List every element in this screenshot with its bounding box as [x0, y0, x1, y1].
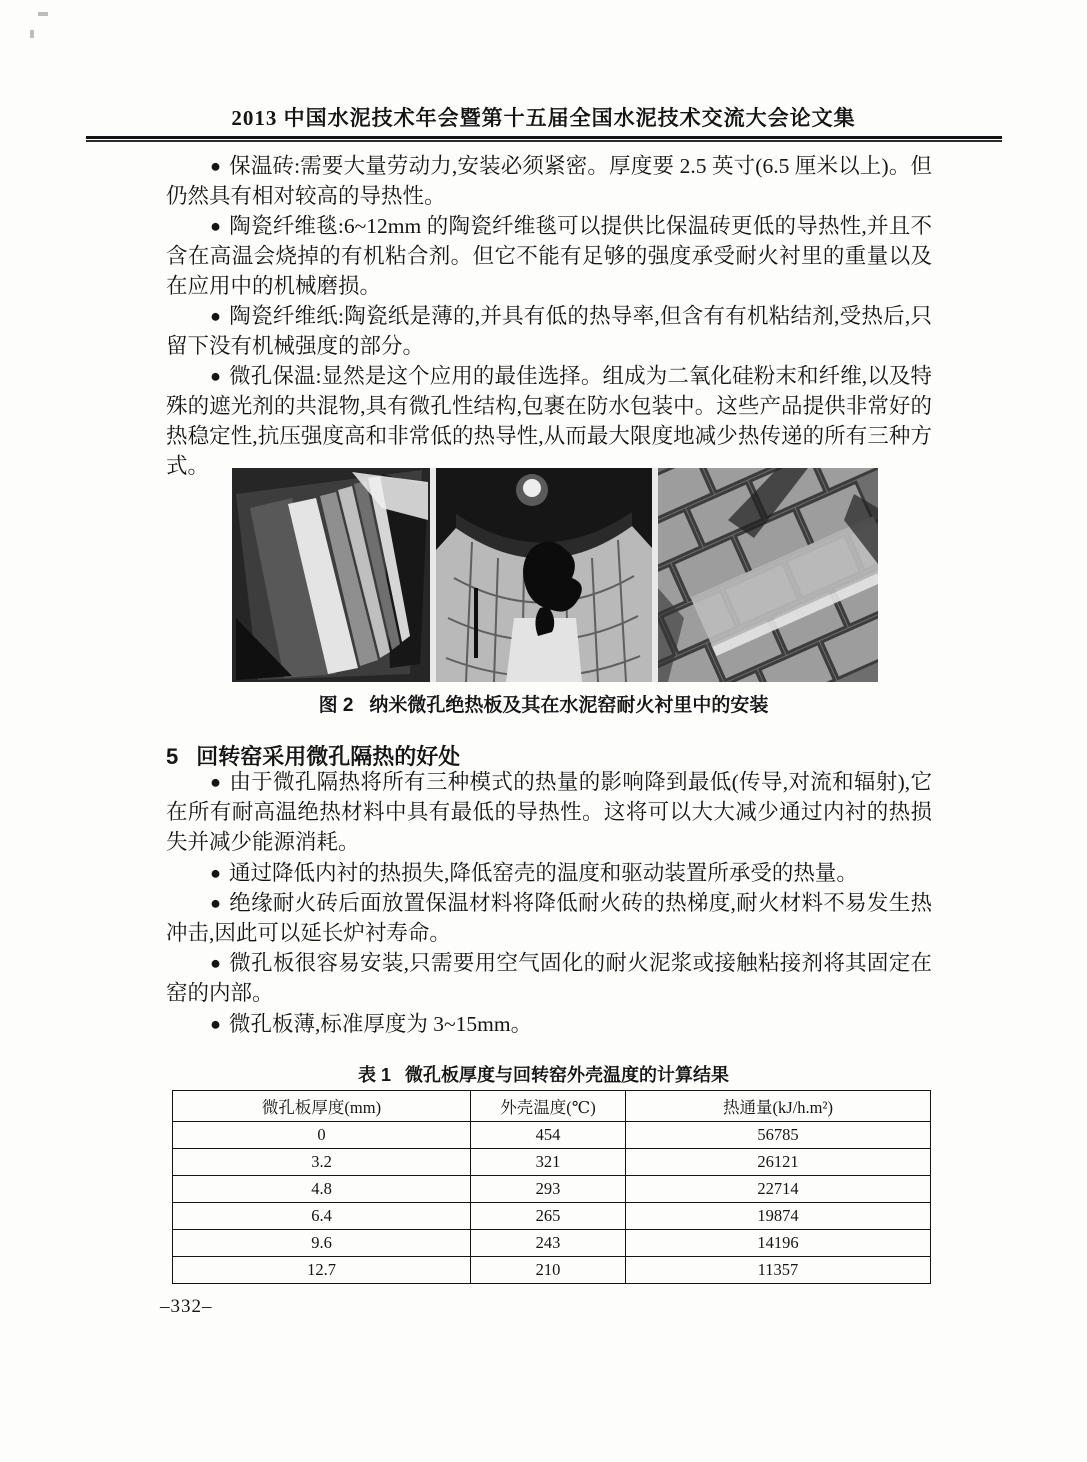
table-1 — [172, 1090, 931, 1284]
paragraph-microporous-insulation — [166, 361, 932, 481]
table-row — [173, 1122, 931, 1149]
cell-temperature: 210 — [471, 1257, 626, 1284]
cell-heat-flux: 26121 — [626, 1149, 931, 1176]
paragraph-text: 绝缘耐火砖后面放置保温材料将降低耐火砖的热梯度,耐火材料不易发生热冲击,因此可以延长炉衬寿命。 — [166, 890, 932, 946]
intro-paragraphs — [166, 151, 932, 481]
scan-speck — [38, 12, 48, 16]
bullet-icon: ● — [209, 862, 222, 883]
bullet-icon: ● — [209, 155, 222, 177]
scan-speck — [30, 30, 34, 38]
photo-kiln-interior-panel-installation — [436, 468, 652, 682]
table-row — [173, 1149, 931, 1176]
bullet-icon: ● — [209, 892, 222, 914]
bullet-icon: ● — [209, 215, 222, 237]
cell-heat-flux: 22714 — [626, 1176, 931, 1203]
bullet-icon: ● — [209, 1013, 222, 1034]
paragraph-text: 保温砖:需要大量劳动力,安装必须紧密。厚度要 2.5 英寸(6.5 厘米以上)。但仍然具有相对较高的导热性。 — [166, 154, 932, 208]
paragraph-thin-board — [166, 1009, 932, 1039]
cell-temperature: 243 — [471, 1230, 626, 1257]
col-header-heat-flux: 热通量(kJ/h.m²) — [626, 1091, 931, 1122]
cell-heat-flux: 14196 — [626, 1230, 931, 1257]
paragraph-text: 微孔板薄,标准厚度为 3~15mm。 — [229, 1011, 533, 1036]
paragraph-lowest-conductivity — [166, 767, 932, 858]
header-rule — [86, 136, 1002, 140]
paragraph-text: 由于微孔隔热将所有三种模式的热量的影响降到最低(传导,对流和辐射),它在所有耐高温绝热材料中具有最低的导热性。这将可以大大减少通过内衬的热损失并减少能源消耗。 — [166, 770, 932, 855]
section-5-paragraphs — [166, 767, 932, 1039]
cell-heat-flux: 19874 — [626, 1203, 931, 1230]
col-header-thickness: 微孔板厚度(mm) — [173, 1091, 471, 1122]
paragraph-text: 微孔板很容易安装,只需要用空气固化的耐火泥浆或接触粘接剂将其固定在窑的内部。 — [166, 951, 932, 1006]
paragraph-ceramic-fiber-paper — [166, 301, 932, 361]
cell-temperature: 265 — [471, 1203, 626, 1230]
page-number: –332– — [160, 1296, 213, 1317]
paragraph-lower-shell-temperature — [166, 858, 932, 888]
paragraph-text: 陶瓷纤维毯:6~12mm 的陶瓷纤维毯可以提供比保温砖更低的导热性,并且不含在高温会烧掉的有机粘合剂。但它不能有足够的强度承受耐火衬里的重量以及在应用中的机械磨损。 — [166, 214, 932, 298]
paragraph-text: 陶瓷纤维纸:陶瓷纸是薄的,并具有低的热导率,但含有有机粘结剂,受热后,只留下没有机械强度的部分。 — [166, 304, 932, 358]
table-title-text: 微孔板厚度与回转窑外壳温度的计算结果 — [405, 1065, 729, 1085]
section-number: 5 — [166, 744, 179, 769]
cell-thickness: 12.7 — [173, 1257, 471, 1284]
cell-thickness: 9.6 — [173, 1230, 471, 1257]
table-1-title — [0, 1061, 1087, 1087]
table-row — [173, 1230, 931, 1257]
bullet-icon: ● — [209, 953, 222, 974]
paragraph-easy-installation — [166, 948, 932, 1008]
table-row — [173, 1203, 931, 1230]
paragraph-insulating-brick — [166, 151, 932, 211]
cell-temperature: 293 — [471, 1176, 626, 1203]
cell-temperature: 454 — [471, 1122, 626, 1149]
table-row — [173, 1257, 931, 1284]
bullet-icon: ● — [209, 305, 222, 327]
paragraph-ceramic-fiber-blanket — [166, 211, 932, 301]
cell-heat-flux: 11357 — [626, 1257, 931, 1284]
cell-thickness: 0 — [173, 1122, 471, 1149]
paragraph-thermal-gradient — [166, 888, 932, 948]
section-title: 回转窑采用微孔隔热的好处 — [196, 744, 461, 769]
table-label: 表 1 — [357, 1065, 391, 1085]
table-header-row — [173, 1091, 931, 1122]
page-header-title: 2013 中国水泥技术年会暨第十五届全国水泥技术交流大会论文集 — [231, 106, 856, 130]
figure-2-photo-strip — [232, 468, 878, 682]
cell-thickness: 4.8 — [173, 1176, 471, 1203]
figure-caption-text: 纳米微孔绝热板及其在水泥窑耐火衬里中的安装 — [369, 695, 769, 716]
table-row — [173, 1176, 931, 1203]
photo-microporous-insulation-boards — [232, 468, 430, 682]
paragraph-text: 微孔保温:显然是这个应用的最佳选择。组成为二氧化硅粉末和纤维,以及特殊的遮光剂的共混物,具有微孔性结构,包裹在防水包装中。这些产品提供非常好的热稳定性,抗压强度高和非常低的热导性,从而最大限度地减少热传递的所有三种方式。 — [166, 364, 932, 478]
figure-caption-label: 图 2 — [318, 695, 354, 716]
col-header-shell-temperature: 外壳温度(℃) — [471, 1091, 626, 1122]
paragraph-text: 通过降低内衬的热损失,降低窑壳的温度和驱动装置所承受的热量。 — [229, 860, 858, 885]
cell-thickness: 3.2 — [173, 1149, 471, 1176]
bullet-icon: ● — [209, 365, 222, 387]
cell-thickness: 6.4 — [173, 1203, 471, 1230]
photo-refractory-brick-lining — [658, 468, 878, 682]
bullet-icon: ● — [209, 771, 222, 793]
figure-2-caption — [0, 690, 1087, 717]
cell-heat-flux: 56785 — [626, 1122, 931, 1149]
cell-temperature: 321 — [471, 1149, 626, 1176]
